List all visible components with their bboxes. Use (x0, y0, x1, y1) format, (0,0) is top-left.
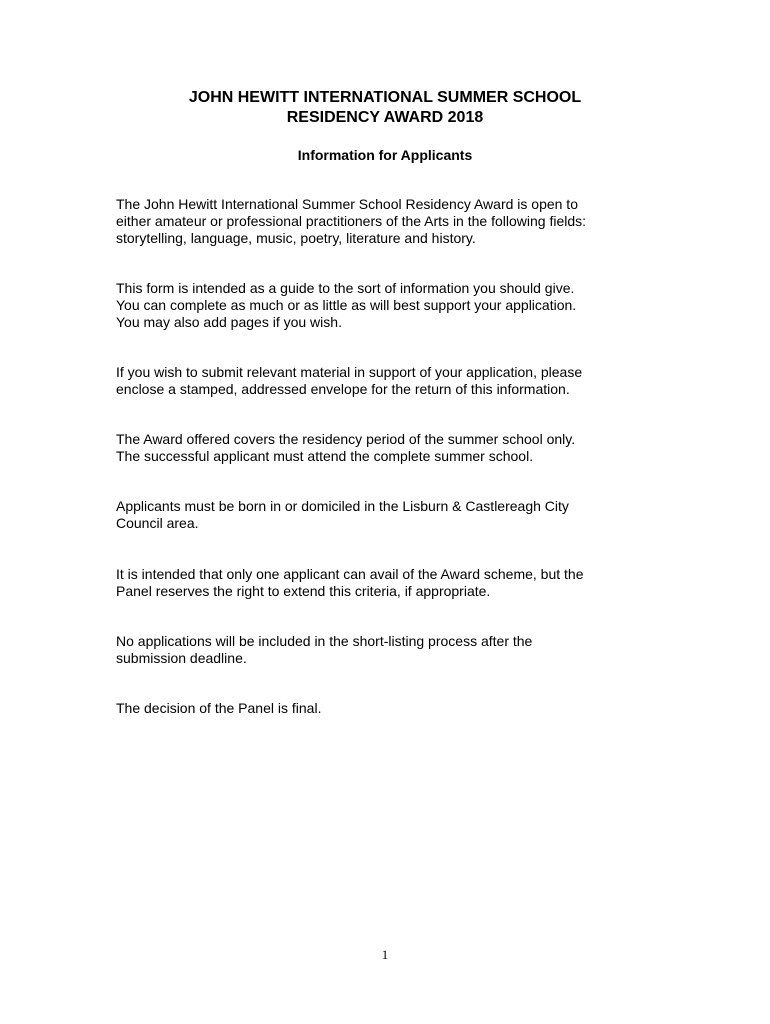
paragraph-line: Panel reserves the right to extend this criteria, if appropriate. (116, 583, 491, 599)
paragraph-line: enclose a stamped, addressed envelope for the return of this information. (116, 381, 570, 397)
paragraph-single-applicant (116, 566, 656, 600)
paragraph-line: Council area. (116, 515, 199, 531)
paragraph-residency-period (116, 431, 656, 465)
title-line-2: RESIDENCY AWARD 2018 (286, 109, 484, 126)
paragraph-line: submission deadline. (116, 650, 247, 666)
document-title (0, 88, 770, 128)
paragraph-line: storytelling, language, music, poetry, literature and history. (116, 230, 476, 246)
paragraph-line: No applications will be included in the short-listing process after the (116, 633, 533, 649)
title-line-1: JOHN HEWITT INTERNATIONAL SUMMER SCHOOL (188, 89, 582, 106)
page-number: 1 (381, 947, 389, 962)
paragraph-form-guide (116, 280, 656, 331)
paragraph-line: You may also add pages if you wish. (116, 314, 342, 330)
paragraph-line: The successful applicant must attend the complete summer school. (116, 448, 534, 464)
paragraph-line: The John Hewitt International Summer School Residency Award is open to (116, 196, 578, 212)
paragraph-line: If you wish to submit relevant material in support of your application, please (116, 364, 583, 380)
paragraph-line: either amateur or professional practitioners of the Arts in the following fields: (116, 213, 587, 229)
paragraph-line: The Award offered covers the residency period of the summer school only. (116, 431, 576, 447)
paragraph-eligibility (116, 196, 656, 247)
paragraph-deadline (116, 633, 656, 667)
paragraph-final-decision (116, 700, 656, 717)
paragraph-line: You can complete as much or as little as will best support your application. (116, 297, 577, 313)
paragraph-supporting-material (116, 364, 656, 398)
paragraph-line: It is intended that only one applicant can avail of the Award scheme, but the (116, 566, 584, 582)
paragraph-line: This form is intended as a guide to the sort of information you should give. (116, 280, 575, 296)
paragraph-line: Applicants must be born in or domiciled in the Lisburn & Castlereagh City (116, 498, 569, 514)
paragraph-residence-requirement (116, 498, 656, 532)
paragraph-line: The decision of the Panel is final. (116, 700, 322, 716)
document-subtitle: Information for Applicants (297, 147, 473, 163)
